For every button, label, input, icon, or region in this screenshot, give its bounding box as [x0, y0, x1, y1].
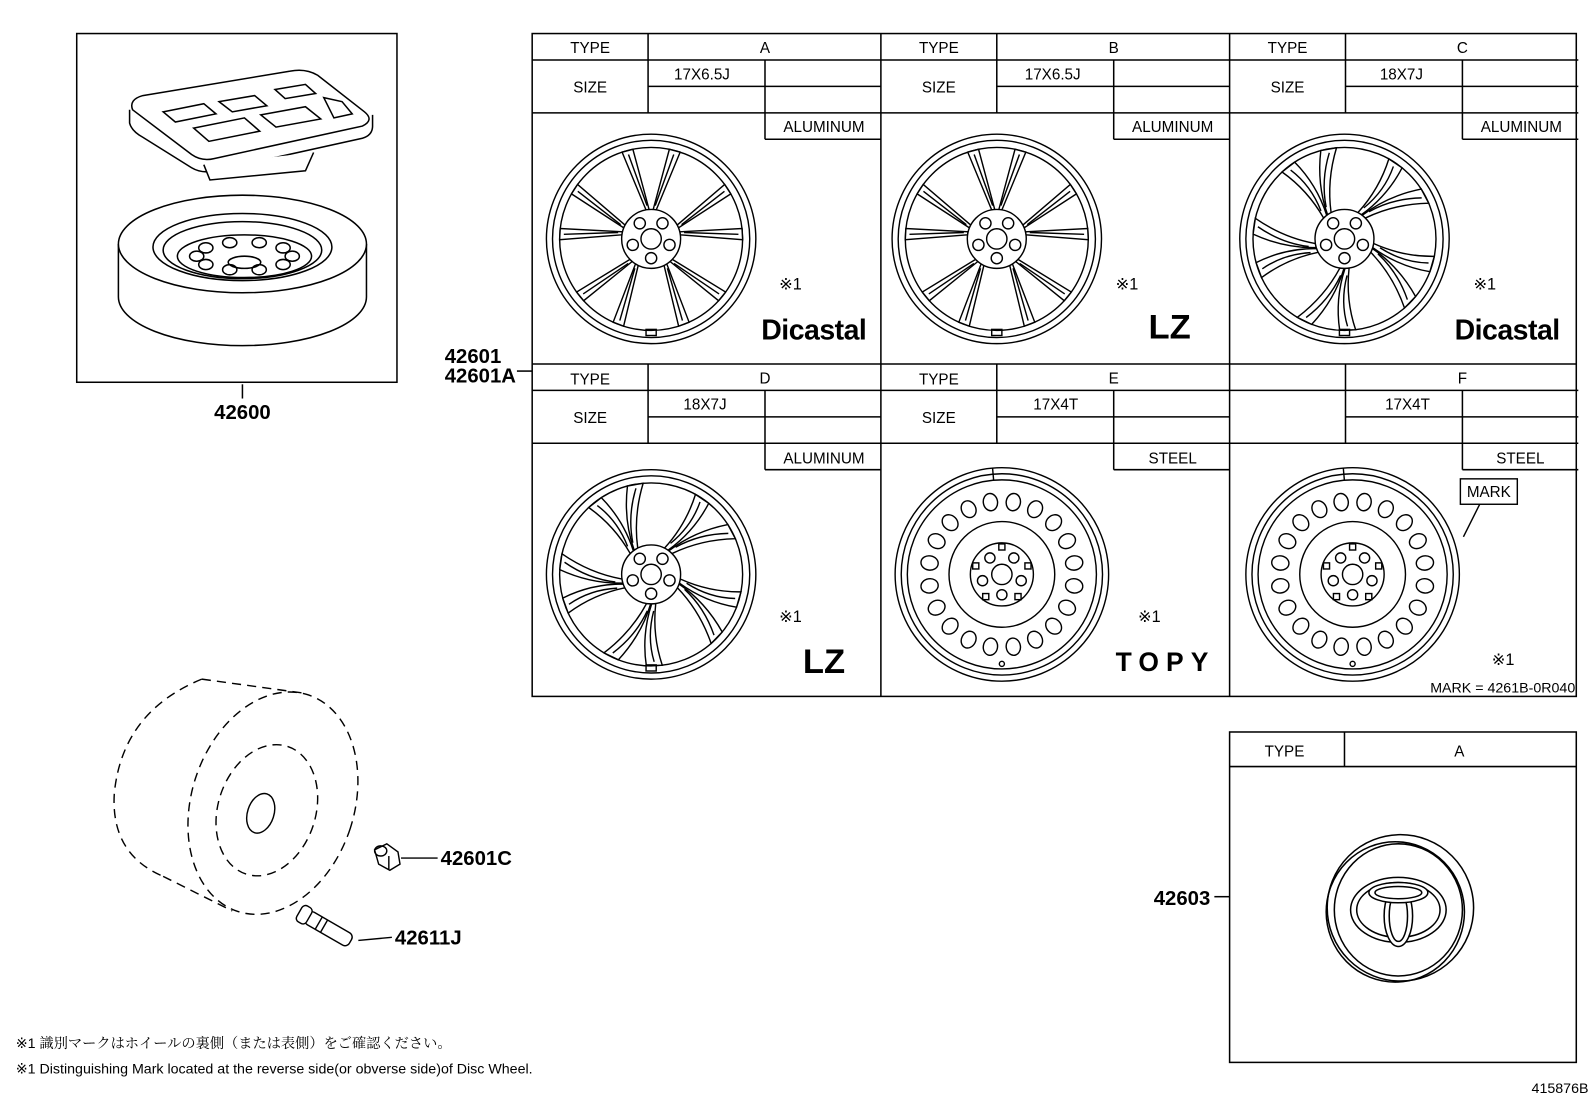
- vent-hole: [1025, 629, 1046, 651]
- hub-notch: [1333, 594, 1339, 600]
- vent-hole: [1056, 531, 1078, 552]
- lug-hole: [1321, 239, 1332, 250]
- hub-nut-part: [375, 844, 438, 870]
- lug-hole: [1367, 576, 1377, 586]
- lug-hole: [1336, 553, 1346, 563]
- hub-notch: [1015, 594, 1021, 600]
- mark-code: MARK = 4261B-0R040: [1430, 680, 1576, 697]
- vent-hole: [1065, 555, 1084, 572]
- footnote-english: ※1 Distinguishing Mark located at the reverse side(or obverse side)of Disc Wheel.: [15, 1061, 533, 1078]
- tire-top-edge: [202, 679, 306, 693]
- part-number-42603[interactable]: 42603: [1153, 887, 1211, 910]
- hub-notch: [1366, 594, 1372, 600]
- size-label: SIZE: [921, 409, 956, 427]
- size-value: 17X4T: [1033, 396, 1079, 414]
- vent-hole: [926, 597, 948, 618]
- type-value: F: [1457, 370, 1468, 388]
- spoke-ridge: [974, 154, 993, 205]
- lug-hole: [997, 590, 1007, 600]
- ornament-type-value: A: [1454, 743, 1465, 761]
- brand-mark: LZ: [802, 643, 846, 682]
- valve-mark: [993, 468, 994, 480]
- type-value: B: [1108, 39, 1119, 57]
- vent-hole: [926, 531, 948, 552]
- size-value: 17X6.5J: [1024, 66, 1081, 84]
- spoke-ridge: [923, 191, 966, 224]
- rim-lip: [901, 474, 1102, 675]
- vent-hole: [982, 637, 999, 656]
- spoke-ridge: [578, 191, 621, 224]
- spoke-ridge: [583, 263, 628, 293]
- type-label: TYPE: [1267, 39, 1308, 57]
- vent-hole: [1309, 498, 1330, 520]
- rim-lip: [1252, 474, 1453, 675]
- size-label: SIZE: [573, 79, 608, 97]
- vent-hole: [982, 492, 999, 511]
- emblem-top-ring: [1369, 882, 1428, 902]
- spoke-ridge: [1020, 263, 1065, 293]
- footnote-mark: ※1: [1491, 650, 1515, 669]
- mark-callout-label: MARK: [1466, 484, 1511, 502]
- vent-hole: [1271, 577, 1290, 594]
- vent-hole: [939, 615, 961, 637]
- ornament-table: [1214, 732, 1576, 1062]
- tire-front-face: [160, 670, 385, 937]
- spoke: [1253, 218, 1316, 247]
- material-label: ALUMINUM: [783, 119, 865, 137]
- vent-hole: [1407, 597, 1429, 618]
- disc-ring: [949, 522, 1055, 628]
- lug-hole: [991, 253, 1002, 264]
- lug-hole: [634, 553, 645, 564]
- size-value: 17X6.5J: [674, 66, 730, 84]
- rim-inner: [907, 480, 1096, 669]
- material-label: STEEL: [1496, 450, 1545, 468]
- vent-hole: [1415, 577, 1434, 594]
- footnote-mark: ※1: [1137, 608, 1161, 627]
- lug-hole: [1016, 576, 1026, 586]
- lug-hole: [646, 253, 657, 264]
- lug-hole: [1328, 218, 1339, 229]
- vent-hole: [920, 577, 939, 594]
- toyota-emblem-icon: [1351, 877, 1447, 946]
- part-number-42600[interactable]: 42600: [214, 401, 271, 424]
- type-value: E: [1108, 370, 1119, 388]
- vent-hole: [1356, 637, 1373, 656]
- tire-wheel-outline: [114, 670, 438, 950]
- lug-hole: [627, 239, 638, 250]
- vent-hole: [1042, 615, 1064, 637]
- vent-hole: [1376, 629, 1397, 651]
- vent-hole: [1393, 512, 1415, 534]
- spoke-ridge: [1001, 154, 1020, 205]
- type-label: TYPE: [570, 371, 611, 389]
- vent-hole: [1290, 512, 1312, 534]
- lug-hole: [1359, 553, 1369, 563]
- lug-hole: [657, 553, 668, 564]
- hub-notch: [1350, 544, 1356, 550]
- type-value: C: [1456, 39, 1468, 57]
- footnote-mark: ※1: [779, 275, 802, 294]
- wheel-disc-outline: [200, 731, 334, 889]
- lug-hole: [1003, 218, 1014, 229]
- spoke-ridge: [674, 263, 719, 293]
- vent-hole: [958, 629, 979, 651]
- type-label: TYPE: [570, 39, 611, 57]
- vent-hole: [1333, 492, 1350, 511]
- valve-hole: [1350, 661, 1355, 666]
- vent-hole: [1042, 512, 1064, 534]
- wheel-ornament-cap: [1326, 835, 1473, 982]
- wheel-part-numbers: [445, 346, 517, 387]
- illustration-id: 415876B: [1531, 1080, 1589, 1097]
- tire-back-edge: [114, 679, 202, 876]
- size-label: SIZE: [1270, 79, 1305, 97]
- size-value: 17X4T: [1385, 396, 1430, 414]
- lug-hole: [1328, 576, 1338, 586]
- vent-hole: [1025, 498, 1046, 520]
- size-label: SIZE: [921, 79, 956, 97]
- spare-tire-assembly-panel: [77, 34, 397, 399]
- vent-hole: [1376, 498, 1397, 520]
- material-label: ALUMINUM: [783, 450, 865, 468]
- hub-notch: [1376, 563, 1382, 569]
- vent-hole: [1056, 597, 1078, 618]
- spoke-ridge: [628, 154, 647, 205]
- footnote-mark: ※1: [1115, 275, 1139, 294]
- lug-hole: [1009, 553, 1019, 563]
- hub-notch: [1025, 563, 1031, 569]
- hub-notch: [999, 544, 1005, 550]
- brand-mark: Dicastal: [1454, 314, 1560, 347]
- hub-notch: [1323, 563, 1329, 569]
- lug-hole: [977, 576, 987, 586]
- wheel-type-f: [1246, 468, 1459, 681]
- vent-hole: [1005, 637, 1022, 656]
- lug-hole: [664, 575, 675, 586]
- material-label: ALUMINUM: [1132, 119, 1214, 137]
- type-value: D: [759, 370, 771, 388]
- lug-hole: [985, 553, 995, 563]
- spoke: [560, 554, 623, 583]
- spoke: [604, 604, 651, 660]
- leader-line: [358, 937, 392, 940]
- size-value: 18X7J: [1379, 66, 1424, 84]
- vent-hole: [958, 498, 979, 520]
- vent-hole: [920, 555, 939, 572]
- valve-part: [295, 904, 392, 949]
- footnote-mark: ※1: [779, 608, 802, 627]
- tool-tray: [130, 70, 373, 180]
- rim-outer: [1246, 468, 1459, 681]
- vent-hole: [1309, 629, 1330, 651]
- brand-mark: Dicastal: [761, 314, 867, 347]
- wheel-type-d: [546, 470, 755, 679]
- hub-nut-body: [375, 844, 400, 870]
- lug-hole: [634, 218, 645, 229]
- vent-hole: [1065, 577, 1084, 594]
- vent-hole: [1276, 531, 1298, 552]
- part-number-42601c[interactable]: 42601C: [440, 848, 512, 871]
- lug-hole: [1357, 239, 1368, 250]
- wheel-type-b: [892, 134, 1101, 343]
- vent-hole: [1393, 615, 1415, 637]
- vent-hole: [1356, 492, 1373, 511]
- part-number-42601a[interactable]: 42601A: [444, 365, 516, 388]
- spoke-ridge: [655, 154, 674, 205]
- size-label: SIZE: [573, 409, 608, 427]
- spoke: [1297, 268, 1344, 324]
- type-label: TYPE: [918, 371, 959, 389]
- material-label: ALUMINUM: [1480, 119, 1563, 137]
- hub-notch: [983, 594, 989, 600]
- part-number-42611j[interactable]: 42611J: [394, 927, 462, 950]
- vent-hole: [1276, 597, 1298, 618]
- vent-hole: [1005, 492, 1022, 511]
- vent-hole: [1407, 531, 1429, 552]
- vent-hole: [1271, 555, 1290, 572]
- lug-hole: [627, 575, 638, 586]
- material-label: STEEL: [1148, 450, 1197, 468]
- vent-hole: [1415, 555, 1434, 572]
- rim-inner: [1258, 480, 1447, 669]
- footnote-mark: ※1: [1473, 275, 1497, 294]
- lug-hole: [664, 239, 675, 250]
- wheel-hub-outline: [242, 790, 280, 837]
- part-number-42601[interactable]: 42601: [444, 345, 502, 368]
- wheel-type-c: [1240, 134, 1449, 343]
- center-bore: [1342, 564, 1362, 584]
- wheel-type-a: [546, 134, 755, 343]
- hub-notch: [973, 563, 979, 569]
- wheel-type-e: [895, 468, 1108, 681]
- mark-leader-line: [1463, 504, 1479, 537]
- valve-hole: [999, 661, 1004, 666]
- spoke-ridge: [682, 191, 725, 224]
- spoke-ridge: [1027, 191, 1070, 224]
- brand-mark: LZ: [1148, 308, 1191, 347]
- brand-mark: TOPY: [1115, 646, 1216, 677]
- type-label: TYPE: [918, 39, 959, 57]
- footnote-japanese: ※1 識別マークはホイールの裏側（または表側）をご確認ください。: [15, 1036, 452, 1053]
- lug-hole: [980, 218, 991, 229]
- center-bore: [992, 564, 1012, 584]
- vent-hole: [1290, 615, 1312, 637]
- lug-hole: [646, 588, 657, 599]
- vent-hole: [1333, 637, 1350, 656]
- spoke-ridge: [929, 263, 974, 293]
- size-value: 18X7J: [683, 396, 727, 414]
- tire-bottom-edge: [163, 876, 232, 911]
- type-value: A: [759, 39, 771, 57]
- dashed-outline: [114, 670, 385, 937]
- lug-hole: [657, 218, 668, 229]
- vent-hole: [939, 512, 961, 534]
- disc-ring: [1300, 522, 1406, 628]
- spare-tire: [118, 195, 366, 345]
- lug-hole: [973, 239, 984, 250]
- ornament-type-label: TYPE: [1264, 743, 1305, 761]
- lug-hole: [1348, 590, 1358, 600]
- valve-mark: [1343, 468, 1344, 480]
- lug-hole: [1339, 253, 1350, 264]
- rim-outer: [895, 468, 1108, 681]
- lug-hole: [1010, 239, 1021, 250]
- lug-hole: [1350, 218, 1361, 229]
